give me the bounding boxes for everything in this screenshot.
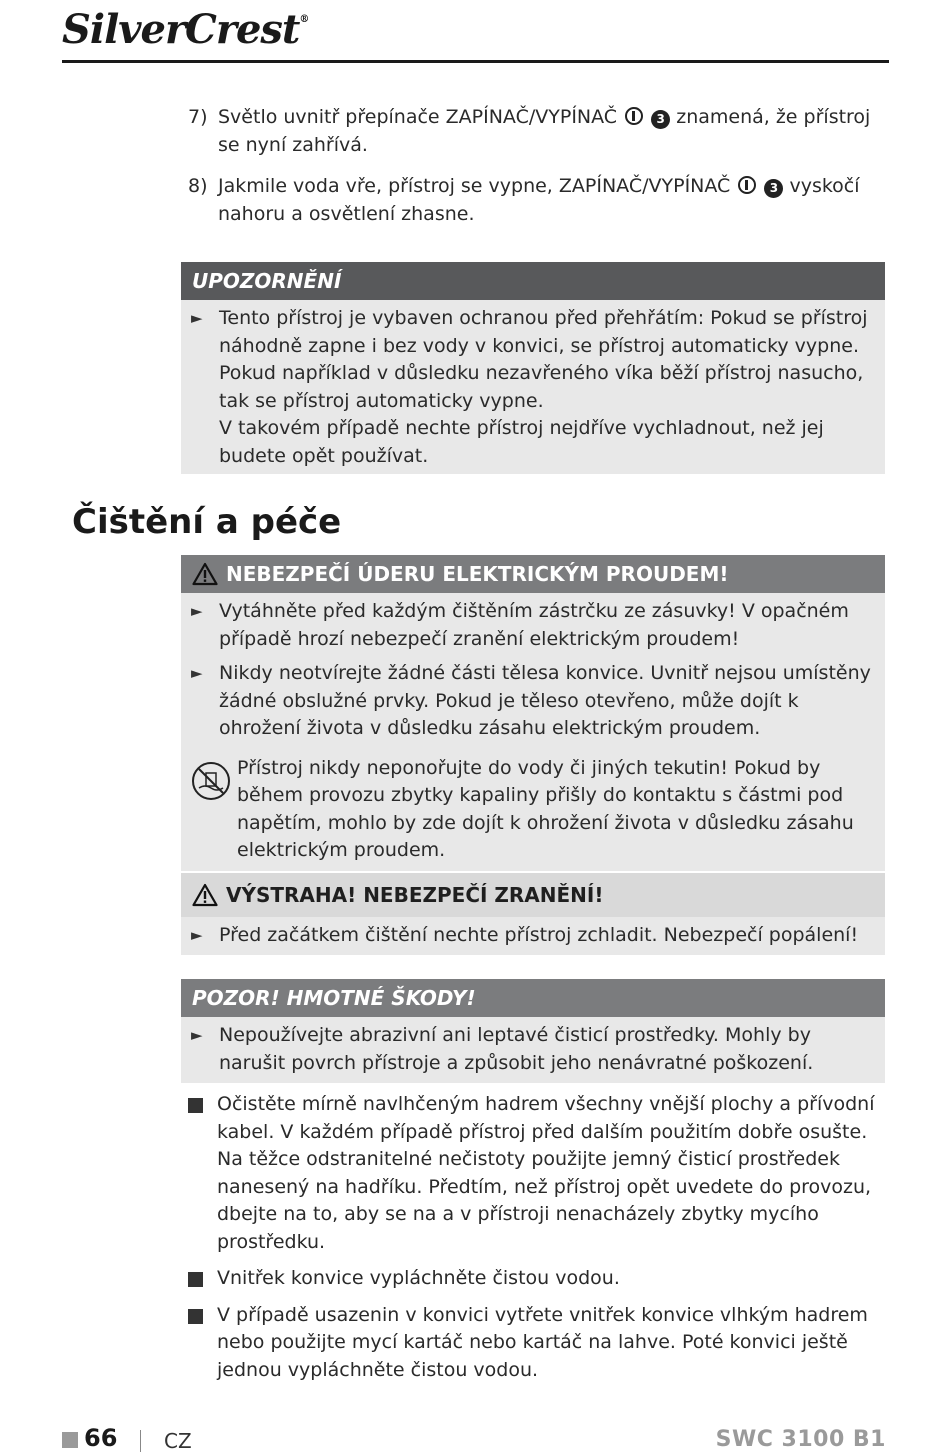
step-8 [188,173,888,228]
notice-title: UPOZORNĚNÍ [181,262,885,300]
caution-box [181,979,885,1083]
power-symbol-icon [738,176,756,194]
section-title: Čištění a péče [72,502,342,542]
danger-item-text: Vytáhněte před každým čištěním zástrčku ze zásuvky! V opačném případě hrozí nebezpečí zranění elektrickým proudem! [219,600,849,650]
notice-text: Tento přístroj je vybaven ochranou před přehřátím: Pokud se přístroj náhodně zapne i bez vody v konvici, se přístroj automaticky vypne. [219,307,868,357]
warning-triangle-icon [192,562,218,586]
notice-item [191,305,875,470]
step-text: Jakmile voda vře, přístroj se vypne, ZAPÍNAČ/VYPÍNAČ [218,175,731,197]
instruction-item [188,1265,888,1293]
step-text: Světlo uvnitř přepínače ZAPÍNAČ/VYPÍNAČ [218,106,618,128]
warning-item-text: Před začátkem čištění nechte přístroj zchladit. Nebezpečí popálení! [219,924,859,946]
square-bullet-icon [188,1098,203,1113]
page-number: 66 [84,1424,118,1452]
square-bullet-icon [188,1272,203,1287]
square-bullet-icon [188,1309,203,1324]
triangle-bullet-icon: ► [191,602,203,620]
warning-title: VÝSTRAHA! NEBEZPEČÍ ZRANĚNÍ! [226,883,604,907]
language-code: CZ [164,1429,192,1453]
warning-box [181,873,885,955]
instruction-text: Vnitřek konvice vypláchněte čistou vodou. [217,1267,620,1289]
triangle-bullet-icon: ► [191,309,203,327]
brand-registered-mark: ® [299,14,309,25]
warning-triangle-icon [192,883,218,907]
warning-header [181,873,885,917]
header-rule [62,60,889,63]
notice-box [181,262,885,474]
model-number: SWC 3100 B1 [715,1427,886,1452]
caution-item-text: Nepoužívejte abrazivní ani leptavé čisticí prostředky. Mohly by narušit povrch přístroje a způsobit jeho nenávratné poškození. [219,1024,814,1074]
cleaning-instructions [188,1091,888,1393]
danger-item [191,598,875,653]
danger-box [181,555,885,871]
instruction-text: Očistěte mírně navlhčeným hadrem všechny vnější plochy a přívodní kabel. V každém případě přístroj před dalším použitím dobře osušte. Na těžce odstranitelné nečistoty použijte jemný čisticí prostředek nanesený na hadříku. Předtím, než přístroj opět uvedete do provozu, dbejte na to, aby se na a v přístroji nenacházely zbytky mycího prostředku. [217,1093,875,1253]
immersion-text: Přístroj nikdy neponořujte do vody či jiných tekutin! Pokud by během provozu zbytky kapaliny přišly do kontaktu s částmi pod napětím, mohlo by zde dojít k ohrožení života v důsledku zásahu elektrickým proudem. [237,756,854,861]
danger-item-text: Nikdy neotvírejte žádné části tělesa konvice. Uvnitř nejsou umístěny žádné obslužné prvky. Pokud je těleso otevřeno, může dojít k ohrožení života v důsledku zásahu elektrickým proudem. [219,662,871,739]
power-symbol-icon [625,107,643,125]
footer-square-icon [62,1432,78,1448]
warning-item [191,922,875,950]
footer-divider [140,1430,141,1452]
caution-title: POZOR! HMOTNÉ ŠKODY! [181,979,885,1017]
danger-title: NEBEZPEČÍ ÚDERU ELEKTRICKÝM PROUDEM! [226,562,729,586]
immersion-warning [191,755,875,865]
step-text-cont: znamená, že přístroj se nyní zahřívá. [218,106,871,156]
notice-text: Pokud například v důsledku nezavřeného víka běží přístroj nasucho, tak se přístroj automaticky vypne. [219,362,864,412]
triangle-bullet-icon: ► [191,1026,203,1044]
part-ref-badge: 3 [764,179,783,198]
instruction-text: V případě usazenin v konvici vytřete vnitřek konvice vlhkým hadrem nebo použijte mycí kartáč nebo kartáč na lahve. Poté konvici ještě jednou vypláchněte čistou vodou. [217,1303,868,1381]
part-ref-badge: 3 [651,110,670,129]
no-immersion-icon [191,761,231,801]
brand-name: SilverCrest [62,6,300,53]
danger-item [191,660,875,743]
instruction-item [188,1302,888,1385]
danger-header [181,555,885,593]
step-number: 8) [188,175,208,197]
caution-item [191,1022,875,1077]
notice-text: V takovém případě nechte přístroj nejdříve vychladnout, než jej budete opět používat. [219,417,824,467]
triangle-bullet-icon: ► [191,926,203,944]
step-7 [188,104,888,159]
triangle-bullet-icon: ► [191,664,203,682]
brand-logo [62,6,308,53]
instruction-item [188,1091,888,1256]
step-number: 7) [188,106,208,128]
step-text-cont: vyskočí nahoru a osvětlení zhasne. [218,175,860,225]
